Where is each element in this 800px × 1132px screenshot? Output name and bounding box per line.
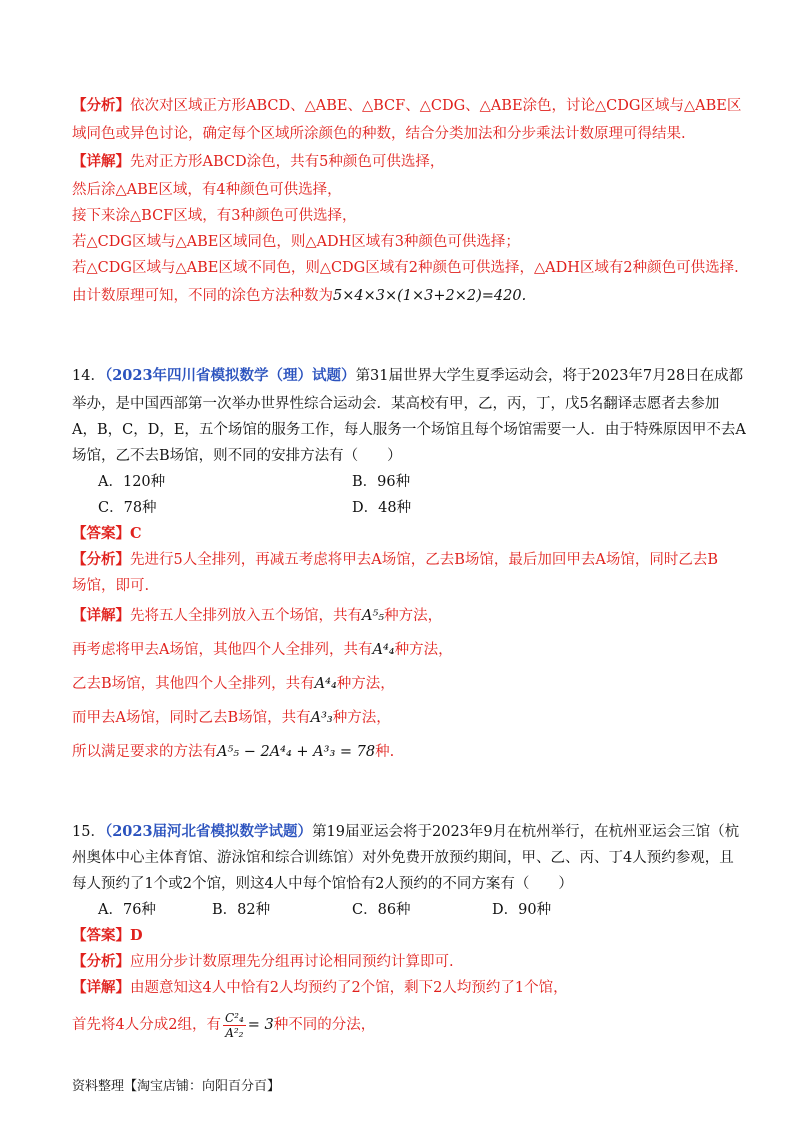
question-stem: 第19届亚运会将于2023年9月在杭州举行，在杭州亚运会三馆（杭 [312,824,740,840]
q14-option-a: A．120种 [98,474,166,490]
detail-text: 种方法， [332,710,391,726]
q15-analysis-line1 [72,952,454,972]
detail-text: 而甲去A场馆，同时乙去B场馆，共有 [72,710,311,726]
q15-detail-line2 [72,1008,375,1042]
formula: A³₃ [310,710,333,726]
q15-answer [72,926,143,946]
formula: A⁴₄ [314,676,337,692]
question-source-link[interactable]: （2023年四川省模拟数学（理）试题） [104,367,356,384]
detail-text: 种方法， [384,608,443,624]
answer-label: 【答案】 [72,525,130,542]
detail-label: 【详解】 [72,153,130,170]
q14-option-c: C．78种 [98,500,157,516]
detail-text: 先将五人全排列放入五个场馆，共有 [130,608,362,624]
formula: A⁵₅ − 2A⁴₄ + A³₃ = 78 [217,744,376,760]
q13-detail-line6 [72,286,526,306]
q15-detail-line1 [72,978,568,998]
answer-label: 【答案】 [72,927,130,944]
answer-value: C [130,525,142,542]
fraction-denominator: A²₂ [225,1025,244,1040]
detail-text: 所以满足要求的方法有 [72,744,217,760]
q14-detail-line1 [72,606,442,626]
detail-label: 【详解】 [72,607,130,624]
analysis-text: 应用分步计数原理先分组再讨论相同预约计算即可. [130,954,454,970]
q15-stem-line3: 每人预约了1个或2个馆，则这4人中每个馆恰有2人预约的不同方案有（ ） [72,876,573,892]
q14-detail-line4 [72,708,391,728]
q14-detail-line5 [72,742,394,762]
q13-detail-line5: 若△CDG区域与△ABE区域不同色，则△CDG区域有2种颜色可供选择，△ADH区域有2种颜色可供选择. [72,260,739,276]
q14-stem-line3: A，B，C，D，E，五个场馆的服务工作，每人服务一个场馆且每个场馆需要一人．由于特殊原因甲不去A [72,422,746,438]
formula: = 3 [247,1017,274,1033]
detail-text: 种方法， [336,676,395,692]
analysis-label: 【分析】 [72,953,130,970]
analysis-label: 【分析】 [72,551,130,568]
q14-option-b: B．96种 [352,474,411,490]
detail-text: 由题意知这4人中恰有2人均预约了2个馆，剩下2人均预约了1个馆， [130,980,568,996]
q14-stem-line2: 举办，是中国西部第一次举办世界性综合运动会．某高校有甲，乙，丙，丁，戊5名翻译志愿者去参加 [72,396,720,412]
analysis-text: 依次对区域正方形ABCD、△ABE、△BCF、△CDG、△ABE涂色，讨论△CDG区域与△ABE区 [130,98,742,114]
q15-option-d: D．90种 [492,902,552,918]
detail-text: 首先将4人分成2组，有 [72,1017,221,1033]
q14-option-d: D．48种 [352,500,412,516]
fraction-formula [223,1011,246,1040]
q13-detail-line3: 接下来涂△BCF区域，有3种颜色可供选择， [72,208,357,224]
question-stem: 第31届世界大学生夏季运动会，将于2023年7月28日在成都 [355,368,744,384]
analysis-label: 【分析】 [72,97,130,114]
detail-text: 种不同的分法， [273,1017,376,1033]
answer-value: D [130,927,143,944]
q15-stem-line1 [72,822,739,842]
q14-detail-line3 [72,674,395,694]
conclusion-text: 由计数原理可知，不同的涂色方法种数为 [72,288,333,304]
question-number: 14． [72,368,105,384]
detail-text: 再考虑将甲去A场馆，其他四个人全排列，共有 [72,642,373,658]
analysis-text: 先进行5人全排列，再减五考虑将甲去A场馆，乙去B场馆，最后加回甲去A场馆，同时乙去B [130,552,718,568]
question-source-link[interactable]: （2023届河北省模拟数学试题） [104,823,313,840]
conclusion-formula: 5×4×3×(1×3+2×2)=420. [333,288,527,304]
q13-detail-line4: 若△CDG区域与△ABE区域同色，则△ADH区域有3种颜色可供选择； [72,234,520,250]
detail-text: 先对正方形ABCD涂色，共有5种颜色可供选择， [130,154,445,170]
fraction-numerator: C²₄ [224,1010,244,1025]
q14-answer [72,524,142,544]
detail-label: 【详解】 [72,979,130,996]
formula: A⁴₄ [372,642,395,658]
q14-stem-line4: 场馆，乙不去B场馆，则不同的安排方法有（ ） [72,448,402,464]
q14-detail-line2 [72,640,453,660]
q13-detail-line2: 然后涂△ABE区域，有4种颜色可供选择， [72,182,342,198]
formula: A⁵₅ [362,608,385,624]
q13-analysis-line1 [72,96,741,116]
q14-stem-line1 [72,366,743,386]
detail-text: 种方法， [394,642,453,658]
detail-text: 种. [375,744,395,760]
q15-stem-line2: 州奥体中心主体育馆、游泳馆和综合训练馆）对外免费开放预约期间，甲、乙、丙、丁4人预约参观，且 [72,850,734,866]
q15-option-a: A．76种 [98,902,156,918]
detail-text: 乙去B场馆，其他四个人全排列，共有 [72,676,315,692]
footer-source: 资料整理【淘宝店铺：向阳百分百】 [72,1079,281,1094]
q15-option-c: C．86种 [352,902,411,918]
q14-analysis-line2: 场馆，即可. [72,578,150,594]
q15-option-b: B．82种 [212,902,271,918]
question-number: 15． [72,824,105,840]
q14-analysis-line1 [72,550,718,570]
q13-detail-line1 [72,152,444,172]
q13-analysis-line2: 域同色或异色讨论，确定每个区域所涂颜色的种数，结合分类加法和分步乘法计数原理可得结果. [72,126,686,142]
